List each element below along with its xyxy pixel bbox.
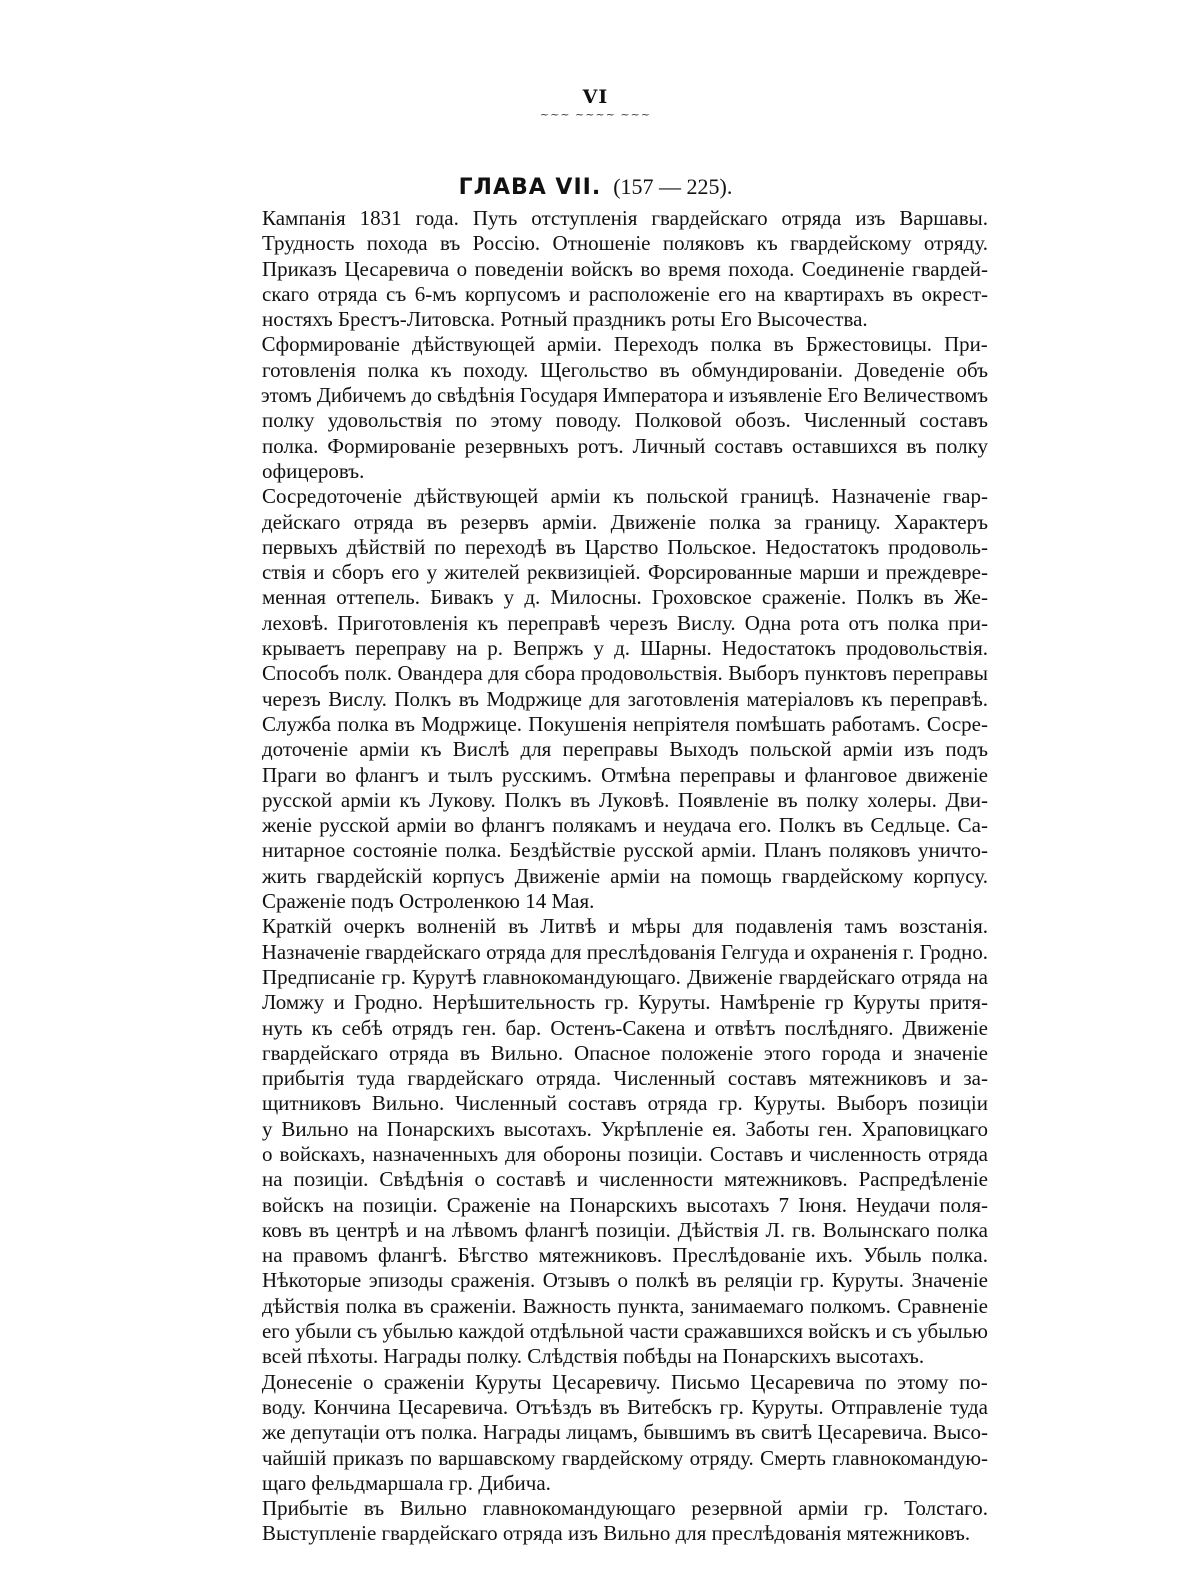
text-line: его убыли съ убылью каждой отдѣльной части сражавшихся войскъ и съ убылью	[261, 1319, 988, 1344]
text-line: Прибытіе въ Вильно главнокомандующаго резервной арміи гр. Толстаго.	[262, 1496, 988, 1521]
text-line: же депутаціи отъ полка. Награды лицамъ, бывшимъ въ свитѣ Цесаревича. Высо-	[262, 1420, 988, 1445]
text-line: жить гвардейскій корпусъ Движеніе арміи на помощь гвардейскому корпусу.	[262, 863, 988, 888]
text-line: первыхъ дѣйствій по переходѣ въ Царство Польское. Недостатокъ продоволь-	[262, 534, 988, 559]
summary-paragraph	[214, 1496, 988, 1547]
text-line: этомъ Дибичемъ до свѣдѣнія Государя Императора и изъявленіе Его Величествомъ	[260, 383, 988, 408]
text-line: Способъ полк. Овандера для сбора продовольствія. Выборъ пунктовъ переправы	[262, 661, 988, 686]
text-line: нитарное состояніе полка. Бездѣйствіе русской арміи. Планъ поляковъ уничто-	[262, 838, 988, 863]
text-line: полка. Формированіе резервныхъ ротъ. Личный составъ оставшихся въ полку	[262, 433, 988, 458]
text-line: доточеніе арміи къ Вислѣ для переправы Выходъ польской арміи изъ подъ	[262, 737, 988, 762]
text-line: Предписаніе гр. Курутѣ главнокомандующаго. Движеніе гвардейскаго отряда на	[262, 964, 988, 989]
text-line: Ломжу и Гродно. Нерѣшительность гр. Куруты. Намѣреніе гр Куруты притя-	[262, 990, 988, 1015]
chapter-title: ГЛАВА VII.	[458, 175, 602, 200]
text-line: войскъ на позиціи. Сраженіе на Понарскихъ высотахъ 7 Іюня. Неудачи поля-	[262, 1192, 988, 1217]
text-line: полку удовольствія по этому поводу. Полковой обозъ. Численный составъ	[262, 408, 988, 433]
text-line: Нѣкоторые эпизоды сраженія. Отзывъ о полкѣ въ реляціи гр. Куруты. Значеніе	[262, 1268, 988, 1293]
text-line: офицеровъ.	[262, 458, 365, 483]
decorative-ornament: ~~~ ~~~~ ~~~	[539, 108, 652, 121]
text-line: Назначеніе гвардейскаго отряда для преслѣдованія Гелгуда и охраненія г. Гродно.	[261, 939, 989, 964]
chapter-page-range: (157 — 225).	[613, 174, 733, 199]
text-line: Служба полка въ Модржице. Покушенія непріятеля помѣшать работамъ. Сосре-	[262, 711, 988, 736]
text-line: Сраженіе подъ Остроленкою 14 Мая.	[262, 889, 595, 914]
text-line: черезъ Вислу. Полкъ въ Модржице для заготовленія матеріаловъ къ переправѣ.	[262, 686, 988, 711]
text-line: русской арміи къ Лукову. Полкъ въ Луковѣ. Появленіе въ полку холеры. Дви-	[262, 787, 988, 812]
page-number: VI	[582, 86, 609, 108]
summary-paragraph	[214, 1370, 988, 1496]
text-line: на позиціи. Свѣдѣнія о составѣ и численности мятежниковъ. Распредѣленіе	[262, 1167, 988, 1192]
text-line: крываетъ переправу на р. Вепржъ у д. Шарны. Недостатокъ продовольствія.	[262, 636, 988, 661]
text-line: Донесеніе о сраженіи Куруты Цесаревичу. Письмо Цесаревича по этому по-	[261, 1369, 988, 1394]
text-line: щаго фельдмаршала гр. Дибича.	[262, 1470, 551, 1495]
text-line: женіе русской арміи во флангъ полякамъ и неудача его. Полкъ въ Седльце. Са-	[262, 813, 988, 838]
text-line: гвардейскаго отряда въ Вильно. Опасное положеніе этого города и значеніе	[262, 1040, 988, 1065]
text-line: прибытія туда гвардейскаго отряда. Численный составъ мятежниковъ и за-	[262, 1066, 988, 1091]
text-line: Кампанія 1831 года. Путь отступленія гвардейскаго отряда изъ Варшавы.	[262, 206, 988, 230]
summary-paragraph	[214, 484, 988, 914]
chapter-heading	[0, 174, 1191, 200]
text-line: нуть къ себѣ отрядъ ген. бар. Остенъ-Сакена и отвѣтъ послѣдняго. Движеніе	[262, 1015, 988, 1040]
text-line: Выступленіе гвардейскаго отряда изъ Вильно для преслѣдованія мятежниковъ.	[262, 1521, 971, 1546]
text-line: всей пѣхоты. Награды полку. Слѣдствія побѣды на Понарскихъ высотахъ.	[262, 1344, 925, 1369]
text-line: чайшій приказъ по варшавскому гвардейскому отряду. Смерть главнокомандую-	[262, 1445, 988, 1470]
text-line: готовленія полка къ походу. Щегольство въ обмундированіи. Доведеніе объ	[262, 357, 988, 382]
text-line: у Вильно на Понарскихъ высотахъ. Укрѣпленіе ея. Заботы ген. Храповицкаго	[262, 1116, 988, 1141]
text-line: Трудность похода въ Россію. Отношеніе поляковъ къ гвардейскому отряду.	[262, 231, 988, 256]
chapter-summary	[214, 206, 988, 1547]
text-line: ностяхъ Брестъ-Литовска. Ротный праздникъ роты Его Высочества.	[262, 307, 868, 332]
text-line: Сосредоточеніе дѣйствующей арміи къ польской границѣ. Назначеніе гвар-	[262, 484, 988, 509]
text-line: воду. Кончина Цесаревича. Отъѣздъ въ Витебскъ гр. Куруты. Отправленіе туда	[262, 1394, 988, 1419]
text-line: Краткій очеркъ волненій въ Литвѣ и мѣры для подавленія тамъ возстанія.	[262, 914, 988, 939]
text-line: скаго отряда съ 6-мъ корпусомъ и расположеніе его на квартирахъ въ окрест-	[262, 281, 988, 306]
text-line: Приказъ Цесаревича о поведеніи войскъ во время похода. Соединеніе гвардей-	[262, 256, 988, 281]
text-line: ковъ въ центрѣ и на лѣвомъ флангѣ позиціи. Дѣйствія Л. гв. Волынскаго полка	[262, 1217, 988, 1242]
text-line: дѣйствія полка въ сраженіи. Важность пункта, занимаемаго полкомъ. Сравненіе	[262, 1293, 988, 1318]
text-line: ствія и сборъ его у жителей реквизиціей. Форсированные марши и преждевре-	[262, 560, 988, 585]
summary-paragraph	[214, 332, 988, 484]
text-line: леховѣ. Приготовленія къ переправѣ черезъ Вислу. Одна рота отъ полка при-	[262, 610, 988, 635]
text-line: на правомъ флангѣ. Бѣгство мятежниковъ. Преслѣдованіе ихъ. Убыль полка.	[262, 1243, 988, 1268]
text-line: Сформированіе дѣйствующей арміи. Переходъ полка въ Бржестовицы. При-	[261, 332, 988, 357]
text-line: менная оттепель. Бивакъ у д. Милосны. Гроховское сраженіе. Полкъ въ Же-	[262, 585, 988, 610]
text-line: о войскахъ, назначенныхъ для обороны позиціи. Составъ и численность отряда	[262, 1141, 988, 1166]
summary-paragraph	[214, 206, 988, 332]
text-line: Праги во флангъ и тылъ русскимъ. Отмѣна переправы и фланговое движеніе	[262, 762, 988, 787]
text-line: щитниковъ Вильно. Численный составъ отряда гр. Куруты. Выборъ позиціи	[262, 1091, 988, 1116]
text-line: дейскаго отряда въ резервъ арміи. Движеніе полка за границу. Характеръ	[262, 509, 988, 534]
summary-paragraph	[214, 914, 988, 1369]
